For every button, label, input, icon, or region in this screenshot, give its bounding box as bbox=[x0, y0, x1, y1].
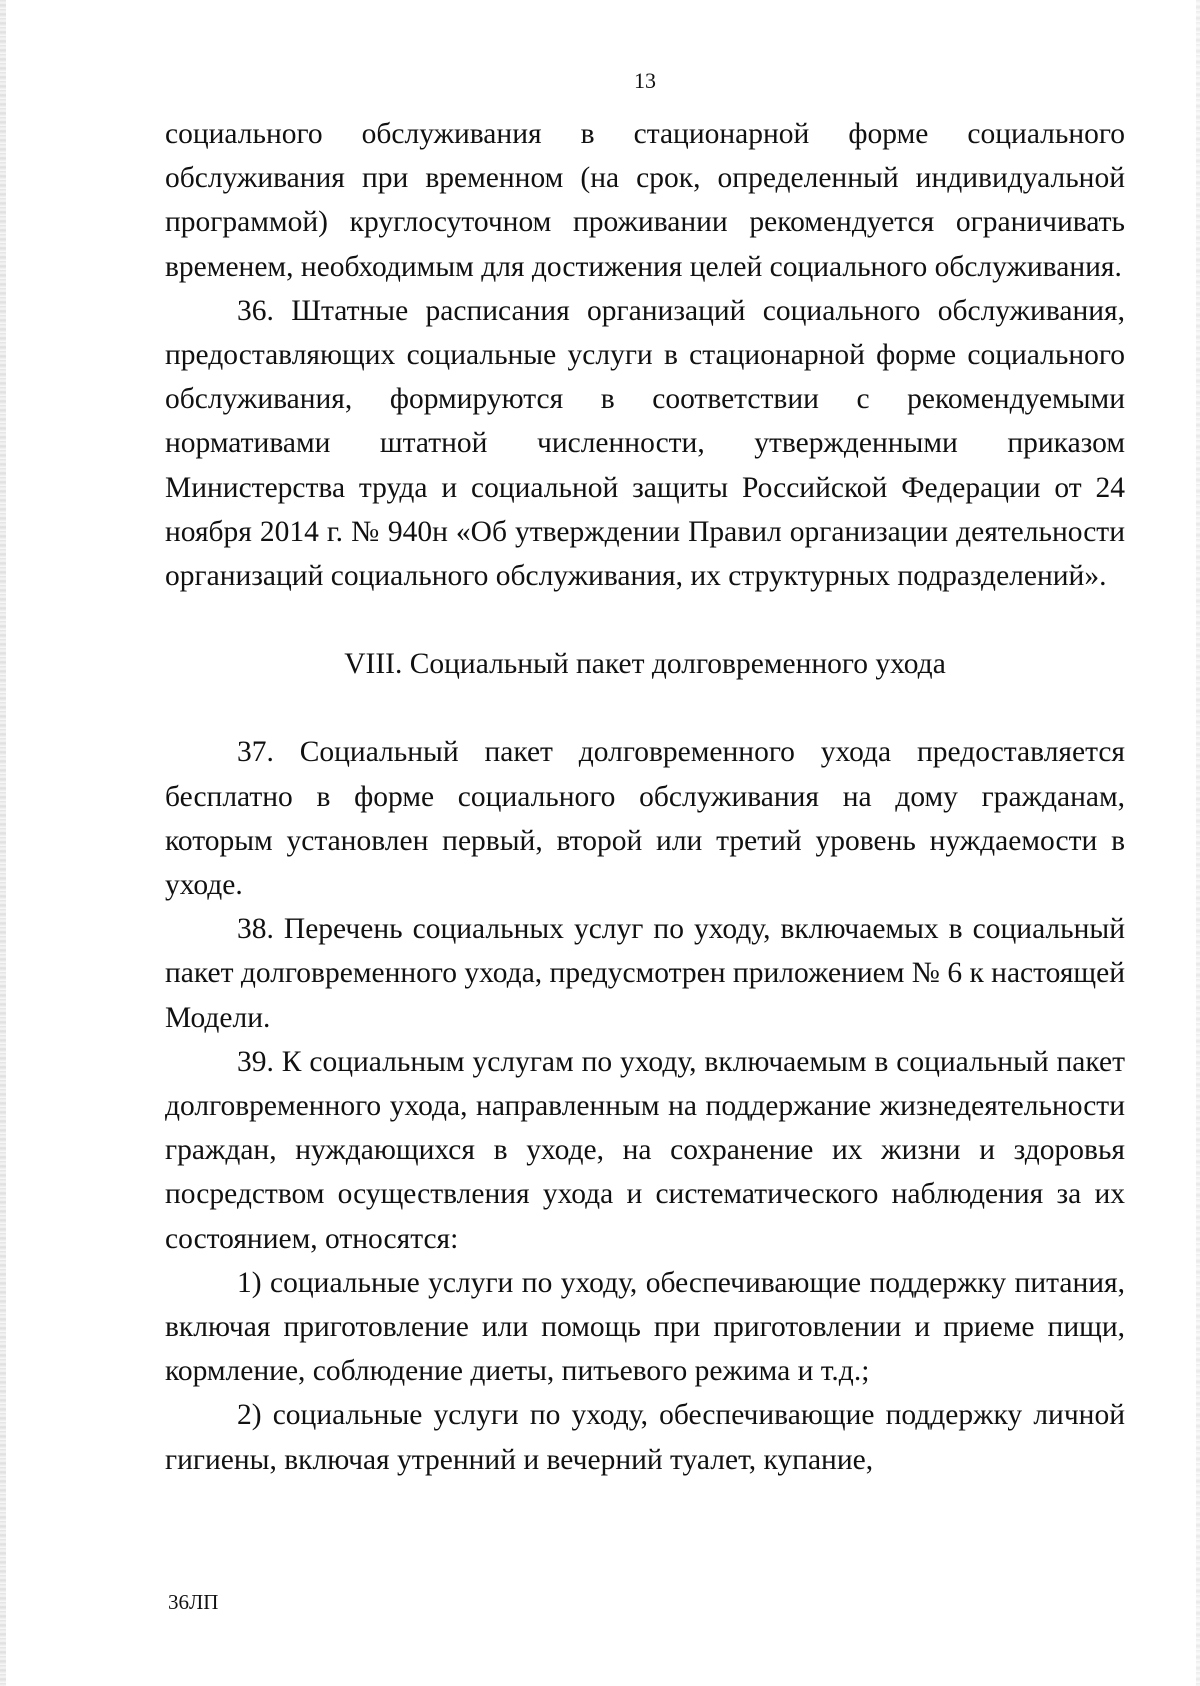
paragraph-39: 39. К социальным услугам по уходу, включаемым в социальный пакет долговременного ухода, направленным на поддержание жизнедеятельности граждан, нуждающихся в уходе, на сохранение их жизни и здоровья посредством осуществления ухода и систематического наблюдения за их состоянием, относятся: bbox=[165, 1045, 1125, 1255]
section-heading: VIII. Социальный пакет долговременного ухода bbox=[344, 648, 946, 681]
footer-document-code: 36ЛП bbox=[168, 1590, 219, 1614]
document-body bbox=[165, 112, 1125, 1482]
paragraph-38: 38. Перечень социальных услуг по уходу, включаемых в социальный пакет долговременного ухода, предусмотрен приложением № 6 к настоящей Модели. bbox=[165, 913, 1125, 1034]
paragraph-continuation: социального обслуживания в стационарной форме социального обслуживания при временном (на срок, определенный индивидуальной программой) круглосуточном проживании рекомендуется ограничивать временем, необходимым для достижения целей социального обслуживания. bbox=[165, 118, 1125, 283]
scan-edge-right bbox=[1196, 0, 1200, 1686]
paragraph-36: 36. Штатные расписания организаций социального обслуживания, предоставляющих социальные услуги в стационарной форме социального обслуживания, формируются в соответствии с рекомендуемыми нормативами штатной численности, утвержденными приказом Министерства труда и социальной защиты Российской Федерации от 24 ноября 2014 г. № 940н «Об утверждении Правил организации деятельности организаций социального обслуживания, их структурных подразделений». bbox=[165, 294, 1125, 593]
list-item-1: 1) социальные услуги по уходу, обеспечивающие поддержку питания, включая приготовление или помощь при приготовлении и приеме пищи, кормление, соблюдение диеты, питьевого режима и т.д.; bbox=[165, 1266, 1125, 1388]
scan-edge-left bbox=[0, 0, 6, 1686]
paragraph-37: 37. Социальный пакет долговременного ухода предоставляется бесплатно в форме социального обслуживания на дому гражданам, которым установлен первый, второй или третий уровень нуждаемости в уходе. bbox=[165, 736, 1125, 902]
page-number: 13 bbox=[634, 68, 656, 93]
list-item-2: 2) социальные услуги по уходу, обеспечивающие поддержку личной гигиены, включая утренний и вечерний туалет, купание, bbox=[165, 1399, 1125, 1476]
